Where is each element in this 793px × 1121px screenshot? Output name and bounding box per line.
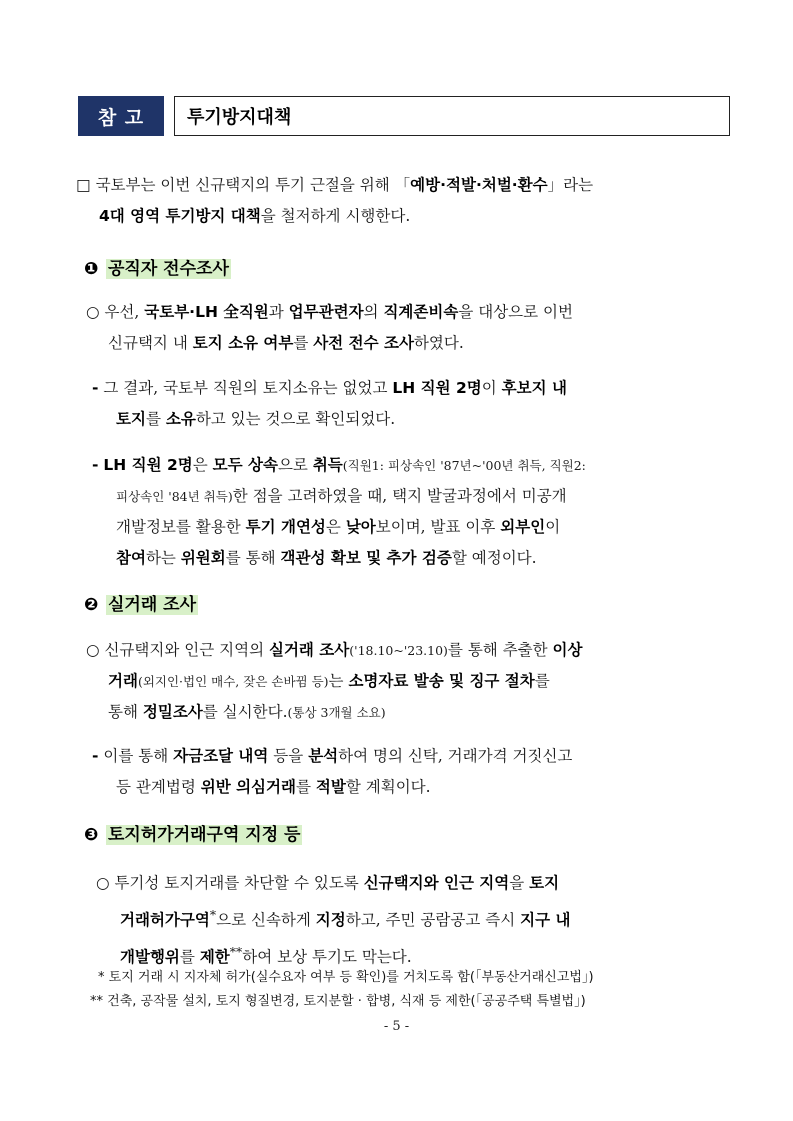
footnote-2: ** 건축, 공작물 설치, 토지 형질변경, 토지분할 · 합병, 식재 등 제한(「공공주택 특별법」): [90, 994, 586, 1009]
section-3-item-1: ○ 투기성 토지거래를 차단할 수 있도록 신규택지와 인근 지역을 토지 거래허가구역*으로 신속하게 지정하고, 주민 공람공고 즉시 지구 내 개발행위를 제한**하여 보상 투기도 막는다.: [96, 874, 571, 967]
number-2-icon: ❷: [84, 595, 99, 615]
page-number: - 5 -: [383, 1019, 410, 1034]
footnotes: [0, 966, 793, 1014]
reference-tag: 참 고: [78, 96, 164, 136]
number-3-icon: ❸: [84, 825, 99, 845]
section-1-item-2: - 그 결과, 국토부 직원의 토지소유는 없었고 LH 직원 2명이 후보지 내 토지를 소유하고 있는 것으로 확인되었다.: [92, 379, 567, 428]
reference-header: [78, 96, 292, 136]
footnote-1: * 토지 거래 시 지자체 허가(실수요자 여부 등 확인)를 거치도록 함(「부동산거래신고법」): [98, 970, 594, 985]
section-2-heading: ❷ 실거래 조사: [84, 592, 198, 618]
number-1-icon: ❶: [84, 259, 99, 279]
reference-title: 투기방지대책: [174, 96, 730, 136]
section-1-item-3: - LH 직원 2명은 모두 상속으로 취득(직원1: 피상속인 '87년~'00년 취득, 직원2: 피상속인 '84년 취득)한 점을 고려하였을 때, 택지 발굴과정에서 미공개 개발정보를 활용한 투기 개연성은 낮아보이며, 발표 이후 외부인이 참여하는 위원회를 통해 객관성 확보 및 추가 검증할 예정이다.: [92, 456, 586, 567]
section-2-item-2: - 이를 통해 자금조달 내역 등을 분석하여 명의 신탁, 거래가격 거짓신고 등 관계법령 위반 의심거래를 적발할 계획이다.: [92, 747, 573, 796]
intro-paragraph: □ 국토부는 이번 신규택지의 투기 근절을 위해 「예방·적발·처벌·환수」라는 4대 영역 투기방지 대책을 철저하게 시행한다.: [76, 176, 594, 225]
checkbox-marker: □: [76, 176, 91, 194]
section-1-heading: ❶ 공직자 전수조사: [84, 256, 231, 282]
section-3-heading: ❸ 토지허가거래구역 지정 등: [84, 822, 302, 848]
section-1-item-1: ○ 우선, 국토부·LH 全직원과 업무관련자의 직계존비속을 대상으로 이번 신규택지 내 토지 소유 여부를 사전 전수 조사하였다.: [86, 303, 573, 352]
section-2-item-1: ○ 신규택지와 인근 지역의 실거래 조사('18.10~'23.10)를 통해 추출한 이상 거래(외지인·법인 매수, 잦은 손바뀜 등)는 소명자료 발송 및 징구 절차를 통해 정밀조사를 실시한다.(통상 3개월 소요): [86, 641, 583, 721]
